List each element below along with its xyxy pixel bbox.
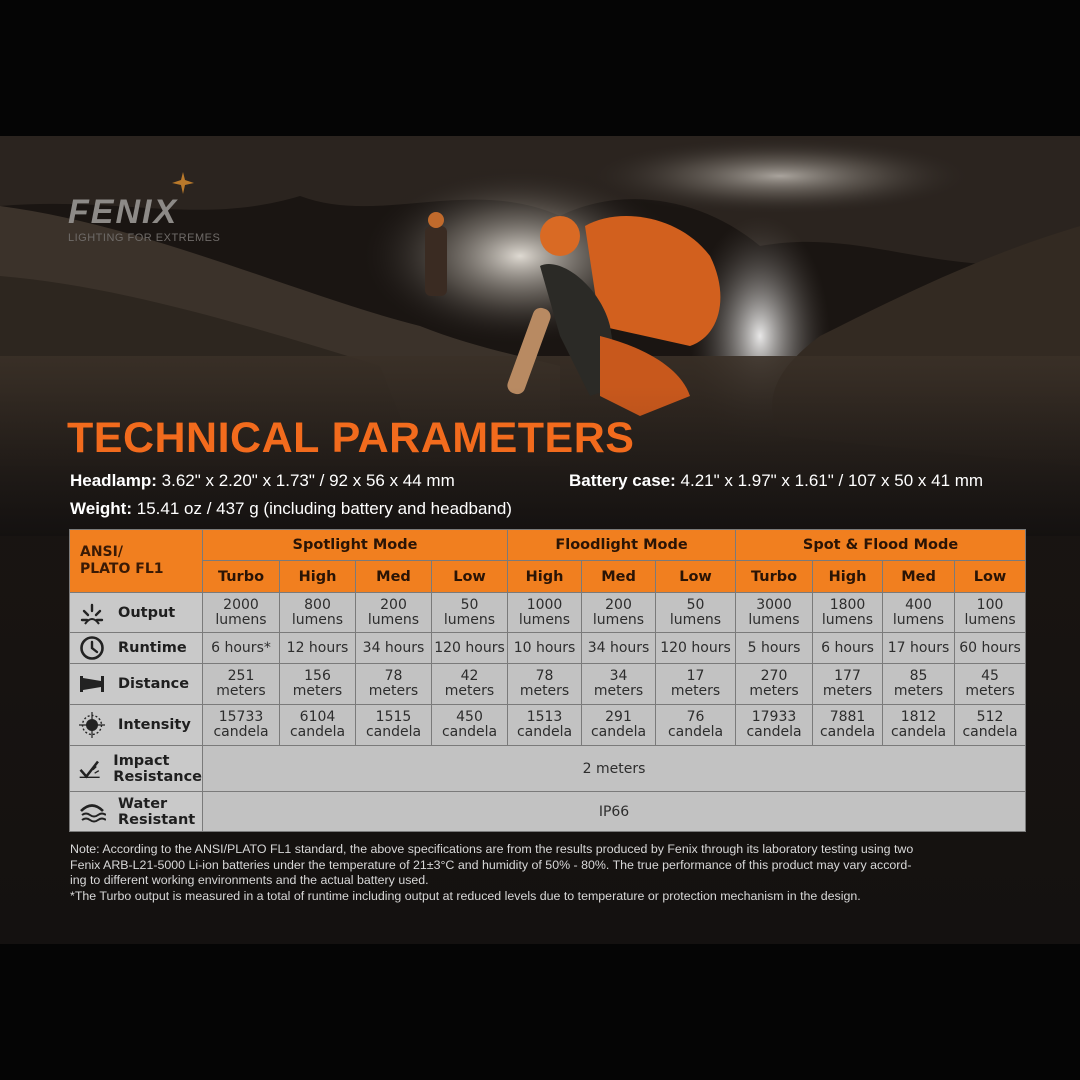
footnote-line: *The Turbo output is measured in a total of runtime including output at reduced levels due to temperature or protection mechanism in the design. (70, 888, 861, 903)
cell-text: 5 hours (747, 639, 801, 656)
group-header-row (70, 530, 1026, 561)
intensity-row-label (70, 705, 203, 746)
cell-text: 17 hours (887, 639, 950, 656)
table-cell (432, 664, 508, 705)
cell-text: 270 (760, 668, 788, 684)
cell-text: meters (965, 683, 1015, 699)
cell-text: 800 (304, 596, 331, 613)
cell-text: candela (213, 724, 269, 740)
mode-header: Low (432, 561, 508, 593)
cell-text: 512 (976, 709, 1004, 725)
cell-text: candela (441, 724, 498, 740)
table-cell (736, 633, 813, 664)
distance-icon (78, 671, 106, 697)
intensity-row (70, 705, 1026, 746)
distance-row (70, 664, 1026, 705)
table-cell (582, 633, 656, 664)
cell-text: 3000 (756, 596, 792, 613)
impact-label (113, 753, 202, 785)
cell-text: meters (749, 683, 799, 699)
cell-text: 76 (686, 709, 705, 725)
table-cell (203, 705, 280, 746)
cell-text: 251 (227, 668, 255, 684)
impact-value: 2 meters (203, 746, 1026, 792)
headlamp-label: Headlamp: (70, 471, 157, 490)
table-cell (203, 593, 280, 633)
table-cell (955, 664, 1026, 705)
intensity-icon (78, 712, 106, 738)
table-cell (656, 593, 736, 633)
table-cell (280, 633, 356, 664)
cell-text: lumens (518, 611, 571, 628)
cell-text: 6 hours (821, 639, 874, 656)
weight-value: 15.41 oz / 437 g (including battery and headband) (136, 499, 512, 518)
table-cell (432, 705, 508, 746)
weight-spec (70, 499, 512, 519)
cell-text: 50 (460, 596, 479, 613)
cell-text: 12 hours (286, 639, 349, 656)
mode-header: High (813, 561, 883, 593)
mode-header: Turbo (203, 561, 280, 593)
group-header-floodlight: Floodlight Mode (508, 530, 736, 561)
cell-text: 17 (686, 668, 705, 684)
cell-text: meters (292, 683, 343, 699)
table-cell (432, 593, 508, 633)
table-cell (736, 593, 813, 633)
footnote (70, 842, 1030, 904)
water-value: IP66 (203, 792, 1026, 832)
water-row (70, 792, 1026, 832)
cell-text: 60 hours (959, 639, 1021, 656)
table-cell (356, 593, 432, 633)
cell-text: 2000 (223, 596, 259, 613)
star-icon (172, 172, 194, 194)
standard-label-line1: ANSI/ (80, 544, 123, 560)
output-row-label (70, 593, 203, 633)
cell-text: candela (962, 724, 1018, 740)
impact-label-line1: Impact (113, 752, 170, 769)
standard-label (70, 530, 203, 593)
table-cell (356, 705, 432, 746)
cell-text: 400 (905, 596, 932, 613)
cell-text: candela (289, 724, 346, 740)
battery-case-dimensions (569, 471, 983, 491)
water-label (118, 796, 195, 828)
cell-text: 450 (456, 709, 483, 725)
cell-text: 34 (609, 668, 628, 684)
water-row-label (70, 792, 203, 832)
intensity-label: Intensity (118, 717, 191, 733)
cell-text: lumens (215, 611, 267, 628)
mode-header: Med (582, 561, 656, 593)
cell-text: meters (519, 683, 570, 699)
headlamp-value: 3.62" x 2.20" x 1.73" / 92 x 56 x 44 mm (161, 471, 455, 490)
table-cell (736, 664, 813, 705)
cell-text: 34 hours (587, 639, 650, 656)
table-cell (883, 593, 955, 633)
cell-text: 7881 (829, 709, 866, 725)
cell-text: meters (822, 683, 873, 699)
table-cell (883, 633, 955, 664)
table-cell (656, 633, 736, 664)
battery-label: Battery case: (569, 471, 676, 490)
distance-row-label (70, 664, 203, 705)
table-cell (813, 633, 883, 664)
output-row (70, 593, 1026, 633)
mode-header: Med (356, 561, 432, 593)
table-cell (955, 705, 1026, 746)
cell-text: meters (670, 683, 721, 699)
cell-text: meters (593, 683, 644, 699)
cell-text: 1000 (526, 596, 563, 613)
standard-label-line2: PLATO FL1 (80, 561, 164, 577)
cell-text: 1513 (526, 709, 563, 725)
table-cell (582, 664, 656, 705)
cell-text: 6104 (299, 709, 336, 725)
cell-text: 1812 (900, 709, 937, 725)
cell-text: 291 (605, 709, 632, 725)
table-cell (656, 705, 736, 746)
cell-text: lumens (669, 611, 722, 628)
cell-text: candela (590, 724, 647, 740)
cell-text: 15733 (218, 709, 264, 725)
table-cell (356, 664, 432, 705)
cell-text: 78 (535, 668, 554, 684)
runtime-label: Runtime (118, 640, 187, 656)
mode-header-row (70, 561, 1026, 593)
output-icon (78, 600, 106, 626)
cell-text: meters (444, 683, 495, 699)
cell-text: lumens (821, 611, 874, 628)
cell-text: 100 (976, 596, 1004, 613)
group-header-spotlight: Spotlight Mode (203, 530, 508, 561)
clock-icon (78, 635, 106, 661)
table-cell (656, 664, 736, 705)
water-icon (78, 799, 106, 825)
table-cell (508, 633, 582, 664)
table-cell (955, 633, 1026, 664)
impact-row (70, 746, 1026, 792)
table-cell (813, 705, 883, 746)
table-cell (508, 593, 582, 633)
runtime-row (70, 633, 1026, 664)
mode-header: Low (656, 561, 736, 593)
cell-text: meters (893, 683, 944, 699)
cell-text: 1515 (375, 709, 412, 725)
table-cell (955, 593, 1026, 633)
spec-table (69, 529, 1026, 832)
cell-text: 120 hours (434, 639, 505, 656)
cell-text: 17933 (751, 709, 797, 725)
table-cell (813, 593, 883, 633)
battery-value: 4.21" x 1.97" x 1.61" / 107 x 50 x 41 mm (680, 471, 984, 490)
page-title: TECHNICAL PARAMETERS (67, 414, 635, 462)
cell-text: candela (365, 724, 422, 740)
table-cell (356, 633, 432, 664)
output-label: Output (118, 604, 176, 621)
group-header-spot-flood: Spot & Flood Mode (736, 530, 1026, 561)
table-cell (432, 633, 508, 664)
hero-panel (0, 136, 1080, 944)
headlamp-dimensions (70, 471, 455, 491)
cell-text: 6 hours* (211, 639, 271, 656)
cell-text: 85 (909, 668, 928, 684)
footnote-line: Note: According to the ANSI/PLATO FL1 standard, the above specifications are from the results produced by Fenix through its laboratory testing using two (70, 842, 914, 856)
table-cell (203, 664, 280, 705)
table-cell (883, 705, 955, 746)
cell-text: 78 (384, 668, 403, 684)
cell-text: 50 (686, 596, 705, 613)
cell-text: candela (516, 724, 573, 740)
cell-text: 200 (605, 596, 632, 613)
mode-header: Turbo (736, 561, 813, 593)
runtime-row-label (70, 633, 203, 664)
cell-text: candela (667, 724, 724, 740)
water-label-line1: Water (118, 795, 168, 812)
cell-text: lumens (367, 611, 420, 628)
cell-text: meters (368, 683, 419, 699)
brand-name: FENIX (68, 193, 179, 231)
table-cell (736, 705, 813, 746)
table-cell (280, 664, 356, 705)
cell-text: lumens (291, 611, 344, 628)
cell-text: meters (216, 683, 266, 699)
cell-text: lumens (964, 611, 1016, 628)
mode-header: Low (955, 561, 1026, 593)
cell-text: 120 hours (660, 639, 731, 656)
cell-text: candela (746, 724, 802, 740)
cell-text: 34 hours (362, 639, 425, 656)
mode-header: Med (883, 561, 955, 593)
footnote-line: ing to different working environments and the actual battery used. (70, 873, 429, 887)
cell-text: 177 (834, 668, 861, 684)
table-cell (203, 633, 280, 664)
cell-text: 200 (380, 596, 407, 613)
table-cell (508, 664, 582, 705)
table-cell (582, 705, 656, 746)
table-cell (883, 664, 955, 705)
cell-text: lumens (748, 611, 800, 628)
table-cell (813, 664, 883, 705)
table-cell (280, 593, 356, 633)
cell-text: 156 (304, 668, 331, 684)
cell-text: 10 hours (513, 639, 576, 656)
cell-text: candela (890, 724, 947, 740)
water-label-line2: Resistant (118, 811, 196, 828)
cell-text: lumens (443, 611, 496, 628)
weight-label: Weight: (70, 499, 133, 518)
mode-header: High (280, 561, 356, 593)
table-cell (508, 705, 582, 746)
cell-text: 45 (981, 668, 999, 684)
footnote-line: Fenix ARB-L21-5000 Li-ion batteries under the temperature of 21±3°C and humidity of 50% - 80%. The true performance of this product may vary accord- (70, 857, 912, 872)
cell-text: lumens (892, 611, 945, 628)
table-cell (582, 593, 656, 633)
impact-row-label (70, 746, 203, 792)
distance-label: Distance (118, 676, 190, 692)
brand-tagline: LIGHTING FOR EXTREMES (68, 232, 221, 244)
cell-text: 42 (460, 668, 479, 684)
cell-text: lumens (592, 611, 645, 628)
table-cell (280, 705, 356, 746)
cell-text: candela (819, 724, 876, 740)
impact-icon (78, 756, 101, 782)
cell-text: 1800 (829, 596, 866, 613)
impact-label-line2: Resistance (113, 768, 202, 785)
mode-header: High (508, 561, 582, 593)
brand-logo (68, 194, 220, 244)
